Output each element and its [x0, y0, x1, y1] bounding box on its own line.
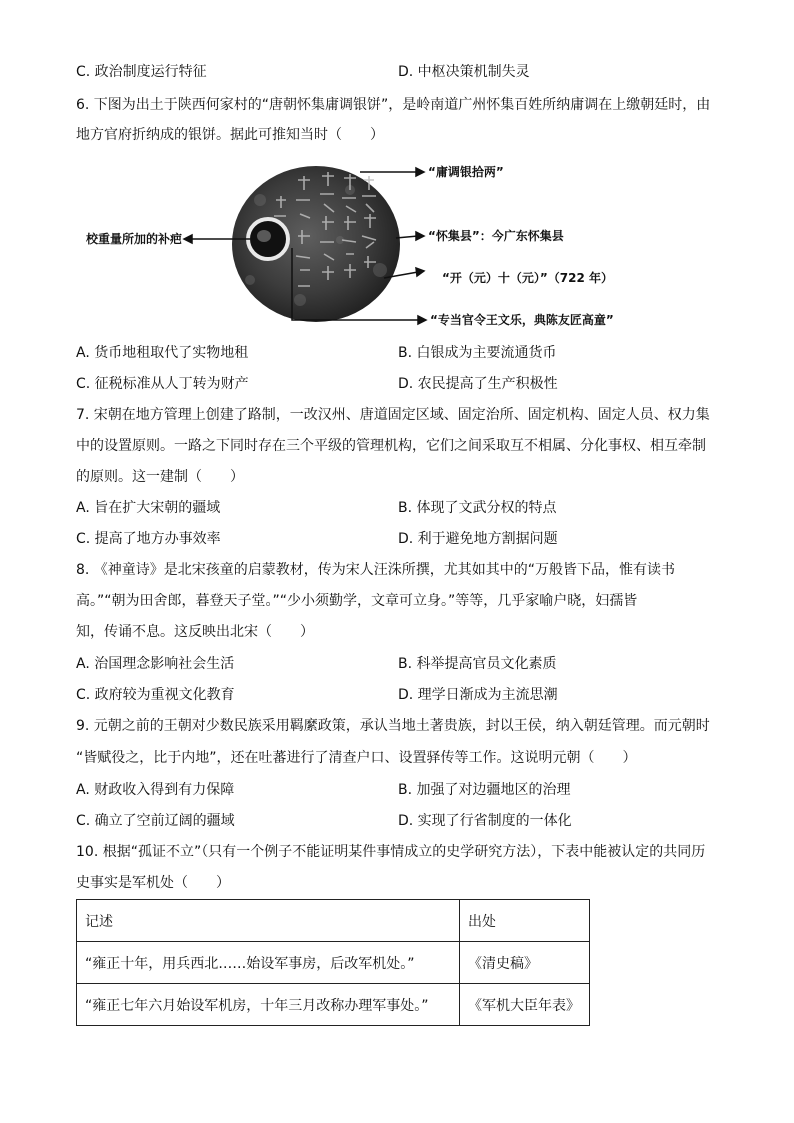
- q10-stem-line-2: 史事实是军机处（ ）: [76, 875, 230, 891]
- q7-option-c: C. 提高了地方办事效率: [76, 531, 221, 547]
- table-cell: “雍正十年，用兵西北……始设军事房，后改军机处。”: [77, 942, 460, 984]
- q8-option-d: D. 理学日渐成为主流思潮: [398, 687, 558, 703]
- table-row: [77, 942, 590, 984]
- table-cell: “雍正七年六月始设军机房，十年三月改称办理军事处。”: [77, 984, 460, 1026]
- q8-option-c: C. 政府较为重视文化教育: [76, 687, 235, 703]
- figure-label-year: “开（元）十（元）”（722 年）: [442, 271, 614, 285]
- table-cell: 《军机大臣年表》: [460, 984, 590, 1026]
- q9-option-d: D. 实现了行省制度的一体化: [398, 813, 572, 829]
- q9-stem-line-1: 9. 元朝之前的王朝对少数民族采用羁縻政策，承认当地土著贵族，封以王侯，纳入朝廷管理。而元朝时: [76, 718, 710, 734]
- q7-stem-line-2: 中的设置原则。一路之下同时存在三个平级的管理机构，它们之间采取互不相属、分化事权、相互牵制: [76, 438, 706, 454]
- q7-option-b: B. 体现了文武分权的特点: [398, 500, 557, 516]
- q9-option-a: A. 财政收入得到有力保障: [76, 782, 235, 798]
- q8-option-b: B. 科举提高官员文化素质: [398, 656, 557, 672]
- q10-stem-line-1: 10. 根据“孤证不立”（只有一个例子不能证明某件事情成立的史学研究方法），下表中能被认定的共同历: [76, 844, 706, 860]
- q5-option-c: C. 政治制度运行特征: [76, 64, 207, 80]
- q9-option-c: C. 确立了空前辽阔的疆域: [76, 813, 235, 829]
- table-header-cell: 记述: [77, 900, 460, 942]
- q6-option-a: A. 货币地租取代了实物地租: [76, 345, 249, 361]
- q5-option-d: D. 中枢决策机制失灵: [398, 64, 530, 80]
- figure-label-mid: “怀集县”：今广东怀集县: [428, 229, 564, 243]
- figure-label-left: 校重量所加的补疤: [86, 232, 183, 246]
- q7-stem-line-1: 7. 宋朝在地方管理上创建了路制，一改汉州、唐道固定区域、固定治所、固定机构、固定人员、权力集: [76, 407, 710, 423]
- silver-ingot-figure: [0, 0, 794, 340]
- q9-option-b: B. 加强了对边疆地区的治理: [398, 782, 571, 798]
- q7-option-a: A. 旨在扩大宋朝的疆域: [76, 500, 221, 516]
- q6-option-d: D. 农民提高了生产积极性: [398, 376, 558, 392]
- figure-label-top: “庸调银拾两”: [428, 165, 504, 179]
- table-header-cell: 出处: [460, 900, 590, 942]
- figure-label-bottom: “专当官令王文乐，典陈友匠高童”: [430, 313, 614, 327]
- source-table: [76, 899, 590, 1026]
- table-header-row: [77, 900, 590, 942]
- table-row: [77, 984, 590, 1026]
- q8-stem-line-1: 8. 《神童诗》是北宋孩童的启蒙教材，传为宋人汪洙所撰，尤其如其中的“万般皆下品，惟有读书: [76, 562, 676, 578]
- q6-stem-line-1: 6. 下图为出土于陕西何家村的“唐朝怀集庸调银饼”，是岭南道广州怀集百姓所纳庸调在上缴朝廷时，由: [76, 97, 711, 113]
- q6-stem-line-2: 地方官府折纳成的银饼。据此可推知当时（ ）: [76, 127, 384, 143]
- q8-option-a: A. 治国理念影响社会生活: [76, 656, 235, 672]
- q7-option-d: D. 利于避免地方割据问题: [398, 531, 558, 547]
- q7-stem-line-3: 的原则。这一建制（ ）: [76, 469, 244, 485]
- q6-option-b: B. 白银成为主要流通货币: [398, 345, 557, 361]
- q8-stem-line-3: 知，传诵不息。这反映出北宋（ ）: [76, 624, 314, 640]
- q9-stem-line-2: “皆赋役之，比于内地”，还在吐蕃进行了清查户口、设置驿传等工作。这说明元朝（ ）: [76, 750, 637, 766]
- table-cell: 《清史稿》: [460, 942, 590, 984]
- q8-stem-line-2: 高。”“朝为田舍郎，暮登天子堂。”“少小须勤学，文章可立身。”等等，几乎家喻户晓，妇孺皆: [76, 593, 638, 609]
- q6-option-c: C. 征税标准从人丁转为财产: [76, 376, 249, 392]
